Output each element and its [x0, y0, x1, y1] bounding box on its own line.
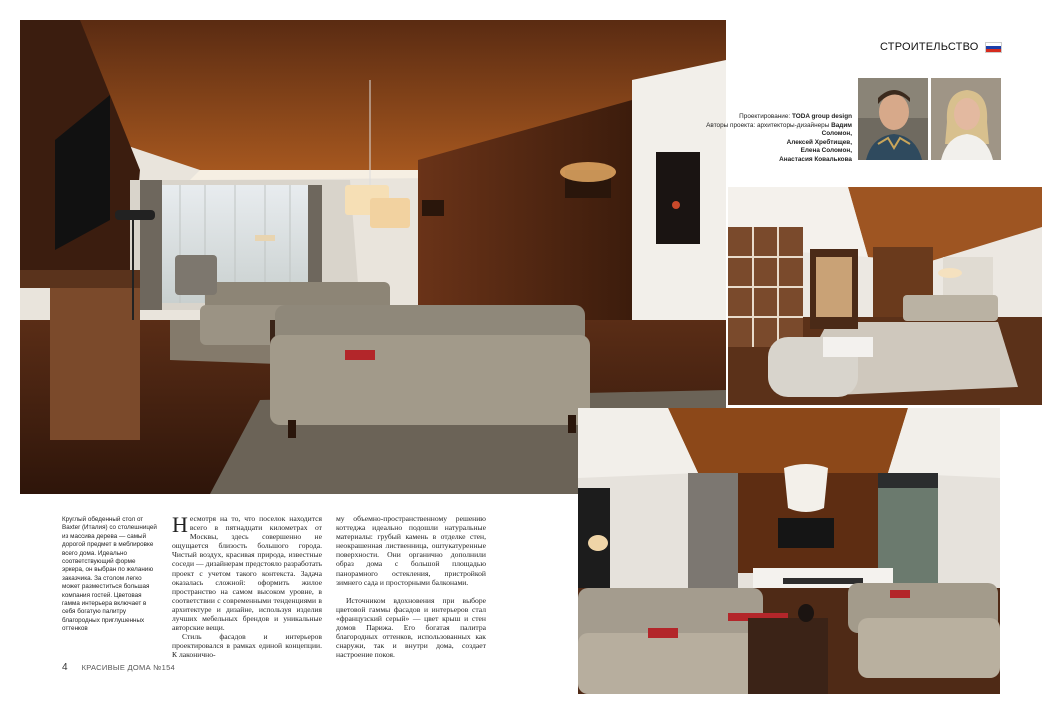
hall-interior-photo [728, 187, 1042, 405]
photo-caption: Круглый обеденный стол от Baxter (Италия) со столешницей из массива дерева — самый дорогой предмет в меблировке всего дома. Идеально соответствующий форме эркера, он выбран по желанию заказчика. За столом легко может разместиться большая компания гостей. Цветовая гамма интерьера включает в себя богатую палитру благородных приглушенных оттенков [62, 516, 157, 633]
article-column-1 [172, 512, 322, 660]
russian-flag-icon [985, 42, 1002, 53]
design-label: Проектирование: [739, 113, 791, 120]
authors-label: Авторы проекта: архитекторы-дизайнеры [706, 121, 830, 129]
article-paragraph: му объемно-пространственному решению коттеджа идеально подошли натуральные материалы: грубый камень в отделке стен, неокрашенная лиственница, оштукатуренные поверхности. Они органично дополнили образ дома с большой площадью панорамного остекления, пристройкой зимнего сада и просторными балконами. [336, 514, 486, 587]
design-firm: TODA group design [792, 113, 852, 120]
article-paragraph: Источником вдохновения при выборе цветовой гаммы фасадов и интерьеров стал «французский серый» — цвет крыш и стен домов Парижа. Его богатая палитра благородных оттенков, использованных как снаружи, так и внутри дома, создает настроение покоя. [336, 595, 486, 660]
section-header [880, 39, 1002, 55]
designer-portrait-woman [931, 78, 1001, 160]
page-number: 4 [62, 662, 68, 673]
article-paragraph: есмотря на то, что поселок находится всего в пятнадцати километрах от Москвы, здесь совершенно не ощущается близость большого города. Чистый воздух, красивая природа, известные соседи — дизайнерам предстояло разработать проект с учетом такого контекста. Задача оказалась сложной: оформить жилое пространство на самом высоком уровне, в соответствии с современными тенденциями в архитектуре и дизайне, используя изделия лучших мебельных брендов и уникальные авторские вещи. [172, 514, 322, 633]
author-name: Анастасия Ковалькова [779, 155, 852, 163]
project-credits [700, 113, 852, 165]
page-footer [62, 662, 175, 674]
author-name: Вадим Соломон, [821, 121, 852, 138]
drop-cap: Н [172, 512, 188, 537]
magazine-name: КРАСИВЫЕ ДОМА №154 [81, 663, 176, 672]
article-column-2 [336, 514, 486, 660]
lounge-interior-photo [578, 408, 1000, 694]
article-paragraph: Стиль фасадов и интерьеров проектировался в рамках единой концепции. К лаконично- [172, 632, 322, 660]
author-name: Елена Соломон, [800, 147, 852, 155]
author-name: Алексей Хребтищев, [786, 138, 852, 146]
section-title: СТРОИТЕЛЬСТВО [880, 41, 979, 53]
designer-portrait-man [858, 78, 928, 160]
